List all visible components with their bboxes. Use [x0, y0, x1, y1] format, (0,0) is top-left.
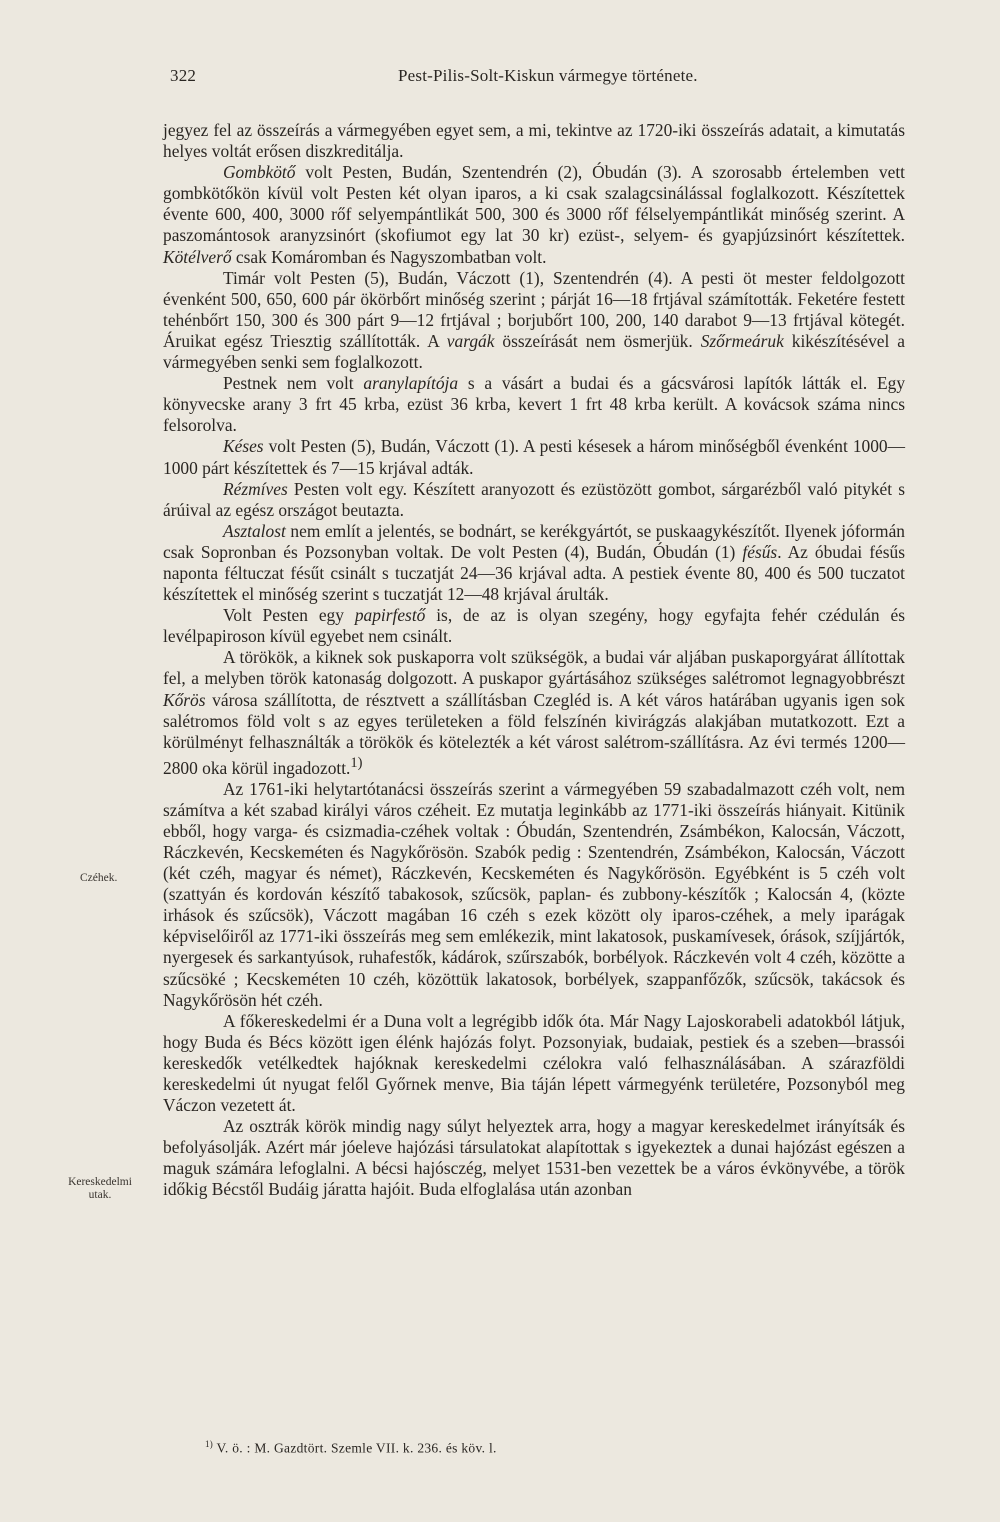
- paragraph: [163, 268, 905, 373]
- text-run: Az osztrák körök mindig nagy súlyt helyeztek arra, hogy a magyar kereskedelmet irányítsák és befolyásolják. Azért már jóeleve hajózási társulatokat alapítottak s igyekeztek a dunai hajózást egészen a maguk számára lefoglalni. A bécsi hajósczég, melyet 1531-ben vezettek be a város évkönyvébe, a török időkig Bécstől Budáig járatta hajóit. Buda elfoglalása után azonban: [163, 1116, 905, 1200]
- text-run: jegyez fel az összeírás a vármegyében egyet sem, a mi, tekintve az 1720-iki összeírás adatait, a kimutatás helyes voltát erősen diszkreditálja.: [163, 120, 905, 162]
- paragraph: [163, 373, 905, 436]
- text-run: nem említ a jelentés, se bodnárt, se kerékgyártót, se puskaagykészítőt. Ilyenek jóformán csak Sopronban és Pozsonyban voltak. De volt Pesten (4), Budán, Óbudán (1): [163, 520, 905, 562]
- footnote-marker: 1): [205, 1439, 214, 1449]
- italic-term: fésűs: [742, 541, 778, 562]
- text-run: A törökök, a kiknek sok puskaporra volt szükségök, a budai vár aljában puskaporgyárat állítottak fel, a melyben török katonaság dolgozott. A puskapor gyártásához szükséges salétromot legnagyobbrészt: [163, 647, 905, 689]
- footnote-reference: 1): [350, 754, 363, 771]
- italic-term: Kötélverő: [163, 246, 232, 267]
- text-run: s a vásárt a budai és a gácsvárosi lapítók látták el. Egy könyvecske arany 3 frt 45 krba, ezüst 36 krba, kevert 1 frt 48 krba került. A kovácsok száma nincs felsorolva.: [163, 373, 906, 436]
- paragraph: [163, 779, 905, 1011]
- paragraph: [163, 605, 905, 647]
- paragraph: [163, 1011, 905, 1116]
- italic-term: papirfestő: [354, 605, 426, 626]
- text-run: Az 1761-iki helytartótanácsi összeírás szerint a vármegyében 59 szabadalmazott czéh volt, nem számítva a két szabad királyi város czéheit. Ez mutatja leginkább az 1771-iki összeírás hiányait. Kitünik ebből, hogy varga- és csizmadia-czéhek voltak : Óbudán, Szentendrén, Zsámbékon, Kalocsán, Váczott, Ráczkevén, Kecskeméten és Nagykőrösön. Szabók pedig : Szentendrén, Zsámbékon, Kalocsán, Váczott (két czéh, magyar és német), Ráczkevén, Kecskeméten és Nagykőrösön. Egyébként is 5 czéh volt (szattyán és kordován készítő tabakosok, szűcsök, paplan- és zubbony-készítők ; Kalocsán 4, (közte irhások és szűcsök), Váczott magában 16 czéh s ezek között oly iparos-czéhek, a mely iparágak képviselőiről az 1771-iki összeírás meg sem emlékezik, mint lakatosok, puskamívesek, órások, szíjjártók, nyergesek és sarkantyúsok, ruhafestők, kádárok, szűrszabók, borbélyok. Ráczkevén volt 4 czéh, közötte a szűcsöké ; Kecskeméten 10 czéh, közöttük lakatosok, borbélyek, szappanfőzők, szűcsök, takácsok és Nagykőrösön hét czéh.: [163, 778, 905, 1010]
- text-run: Volt Pesten egy: [223, 605, 355, 626]
- text-run: Pestnek nem volt: [223, 373, 364, 394]
- paragraph: [163, 162, 905, 267]
- text-run: volt Pesten (5), Budán, Váczott (1). A pesti késesek a három minőségből évenként 1000—1000 párt készítettek és 7—15 krjával adták.: [163, 436, 905, 478]
- text-run: összeírását nem ösmerjük.: [494, 330, 701, 351]
- text-run: kikészítésével a vármegyében senki sem foglalkozott.: [163, 330, 906, 373]
- body-text: [163, 120, 905, 1201]
- italic-term: Asztalost: [223, 520, 286, 541]
- paragraph: [163, 120, 905, 162]
- text-run: városa szállította, de résztvett a szállításban Czegléd is. A két város határában ugyanis igen sok salétromos föld volt s az egyes területeken a föld felszínén kivirágzás alakjában mutatkozott. Ezt a körülményt felhasználták a törökök és kötelezték a két várost salétrom-szállításra. Az évi termés 1200—2800 oka körül ingadozott.: [163, 689, 905, 778]
- text-run: A főkereskedelmi ér a Duna volt a legrégibb idők óta. Már Nagy Lajoskorabeli adatokból látjuk, hogy Buda és Bécs között igen élénk hajózás folyt. Pozsonyiak, budaiak, pestiek és a szeben—brassói kereskedők vetélkedtek hajóknak kereskedelmi czélokra való felhasználásában. A szárazföldi kereskedelmi út nyugat felől Győrnek menve, Bia táján lépett vármegyénk területére, Pozsonyból meg Váczon vezetett át.: [163, 1010, 905, 1116]
- text-run: Pesten volt egy. Készített aranyozott és ezüstözött gombot, sárgarézből való pitykét s árúival az egész országot beutazta.: [163, 478, 905, 520]
- sidenote-czehek: Czéhek.: [80, 872, 118, 884]
- italic-term: Szőrmeáruk: [700, 330, 784, 351]
- paragraph: [163, 521, 905, 605]
- text-run: Timár volt Pesten (5), Budán, Váczott (1), Szentendrén (4). A pesti öt mester feldolgozott évenként 500, 650, 600 pár ökörbőrt minőség szerint ; párját 16—18 frtjával számították. Feketére festett tehénbőrt 150, 300 és 300 párt 9—12 frtjával ; borjubőrt 100, 200, 140 darabot 9—13 frtjával kötegét. Áruikat egész Triesztig szállították. A: [163, 267, 905, 351]
- footnote-text: V. ö. : M. Gazdtört. Szemle VII. k. 236. és köv. l.: [216, 1440, 497, 1456]
- running-title: Pest-Pilis-Solt-Kiskun vármegye története.: [398, 66, 698, 85]
- italic-term: vargák: [446, 330, 495, 351]
- italic-term: aranylapítója: [363, 373, 459, 394]
- paragraph: [163, 1116, 905, 1200]
- paragraph: [163, 436, 905, 478]
- text-run: csak Komáromban és Nagyszombatban volt.: [231, 246, 547, 267]
- text-run: is, de az is olyan szegény, hogy egyfajta fehér czédulán és levélpapiroson kívül egyebet nem csinált.: [163, 605, 905, 647]
- text-run: volt Pesten, Budán, Szentendrén (2), Óbudán (3). A szorosabb értelemben vett gombkötőkön kívül volt Pesten két olyan iparos, a ki csak szalagcsinálással foglalkozott. Készítettek évente 600, 400, 3000 rőf selyempántlikát 500, 300 és 3000 rőf félselyempántlikát minőség szerint. A paszomántosok aranyzsinórt (skofiumot egy lat 30 kr) ezüst-, selyem- és gyapjúzsinórt készítettek.: [163, 162, 905, 246]
- page-number: 322: [170, 66, 197, 85]
- italic-term: Késes: [223, 436, 264, 457]
- paragraph: [163, 647, 905, 778]
- italic-term: Gombkötő: [223, 162, 296, 183]
- sidenote-kereskedelmi-utak: Kereskedelmi utak.: [68, 1176, 132, 1201]
- italic-term: Kőrös: [163, 689, 206, 710]
- text-run: . Az óbudai fésűs naponta féltuczat fésűt csinált s tuczatját 24—36 krjával adta. A pestiek évente 80, 400 és 500 tuczatot készítettek el minőség szerint s tuczatját 12—48 krjával árulták.: [163, 541, 906, 605]
- paragraph: [163, 479, 905, 521]
- footnote: [205, 1439, 497, 1457]
- italic-term: Rézmíves: [223, 478, 288, 499]
